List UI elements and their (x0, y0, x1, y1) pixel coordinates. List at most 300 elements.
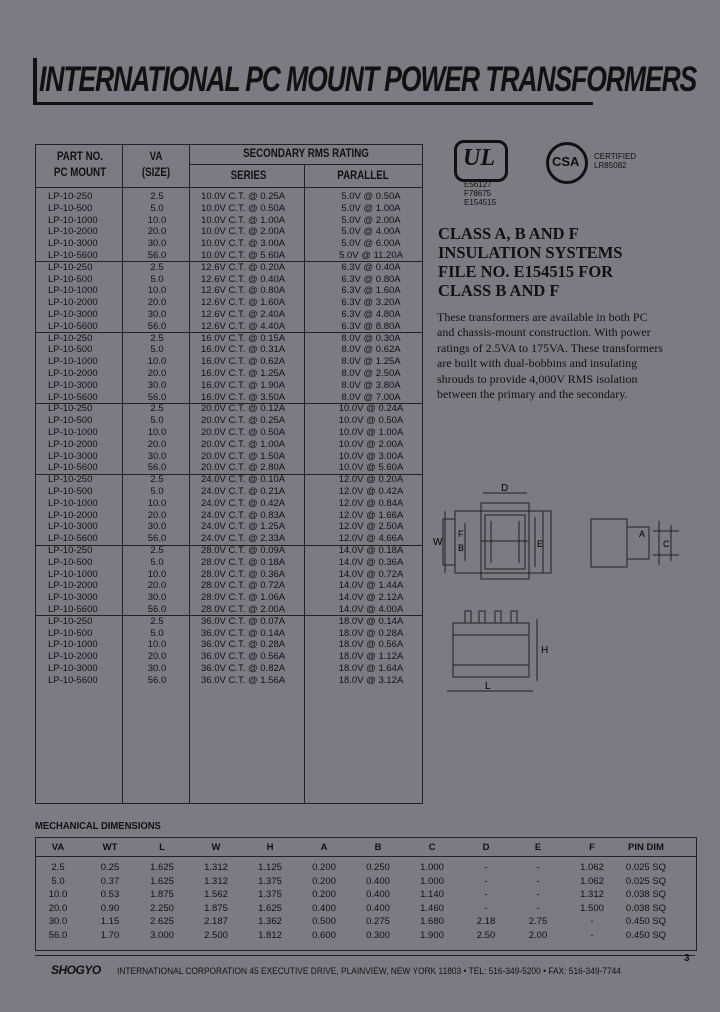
va-cell: 10.0 (147, 356, 167, 368)
dimensions-cell: 2.187 (204, 916, 228, 927)
part-number-cell: LP-10-250 (48, 191, 93, 202)
parallel-cell: 10.0V @ 0.24A (338, 403, 404, 415)
table-row (36, 545, 422, 557)
dimensions-cell: 2.625 (150, 916, 174, 927)
table-row (36, 344, 422, 356)
dimensions-cell: 1.312 (204, 862, 228, 873)
dimensions-cell: 2.50 (476, 929, 496, 941)
part-number-cell: LP-10-5600 (48, 533, 98, 545)
va-cell: 2.5 (150, 615, 164, 627)
parallel-cell: 18.0V @ 0.28A (338, 627, 404, 639)
table-row (36, 226, 422, 238)
dimensions-cell: 10.0 (48, 889, 68, 900)
dimensions-cell: 0.90 (100, 902, 120, 914)
dimensions-cell: - (536, 902, 540, 914)
part-number-cell: LP-10-250 (48, 332, 93, 344)
table-row (36, 427, 422, 439)
table-row (36, 285, 422, 297)
table-row (36, 474, 422, 486)
series-cell: 24.0V C.T. @ 2.33A (201, 533, 286, 545)
series-cell: 16.0V C.T. @ 1.25A (201, 368, 286, 379)
table-row (36, 262, 422, 274)
dimensions-cell: 1.875 (150, 889, 174, 900)
table-row (36, 439, 422, 451)
part-number-cell: LP-10-2000 (48, 226, 98, 238)
table-row (36, 215, 422, 227)
parallel-cell: 14.0V @ 0.72A (338, 568, 404, 580)
footer (35, 955, 695, 983)
part-number-cell: LP-10-500 (48, 627, 93, 639)
va-cell: 2.5 (150, 545, 164, 556)
dimensions-cell: 0.450 SQ (625, 916, 667, 927)
parallel-cell: 8.0V @ 0.30A (341, 332, 401, 344)
part-number-cell: LP-10-1000 (48, 639, 98, 651)
va-cell: 5.0 (150, 556, 164, 568)
part-number-cell: LP-10-1000 (48, 285, 98, 297)
dimensions-cell: 0.400 (366, 875, 390, 887)
mechanical-dimensions-title: MECHANICAL DIMENSIONS (35, 820, 161, 832)
parallel-cell: 14.0V @ 2.12A (338, 592, 404, 604)
va-cell: 5.0 (150, 344, 164, 356)
table-row (36, 639, 422, 651)
dimensions-cell: 30.0 (48, 916, 68, 927)
table-row (36, 297, 422, 309)
dimensions-cell: 0.400 (366, 889, 390, 900)
part-number-cell: LP-10-250 (48, 545, 93, 556)
part-number-cell: LP-10-1000 (48, 568, 98, 580)
series-cell: 36.0V C.T. @ 0.14A (201, 627, 286, 639)
part-number-cell: LP-10-250 (48, 261, 93, 273)
va-cell: 56.0 (147, 674, 167, 686)
table-row (36, 533, 422, 545)
series-cell: 16.0V C.T. @ 0.31A (201, 344, 286, 356)
dimensions-header-cell: D (482, 842, 490, 853)
dimensions-cell: 1.000 (420, 862, 444, 873)
va-cell: 2.5 (150, 474, 164, 486)
va-cell: 30.0 (147, 592, 167, 604)
part-number-cell: LP-10-5600 (48, 604, 98, 615)
va-cell: 10.0 (147, 497, 167, 509)
parallel-cell: 18.0V @ 3.12A (338, 674, 404, 686)
table-row (36, 592, 422, 604)
parallel-cell: 6.3V @ 3.20A (341, 297, 401, 309)
parallel-cell: 8.0V @ 0.62A (341, 344, 401, 356)
va-cell: 30.0 (147, 450, 167, 462)
part-number-cell: LP-10-500 (48, 273, 93, 285)
table-row (36, 462, 422, 474)
part-number-cell: LP-10-2000 (48, 509, 98, 521)
dimensions-header-cell: E (534, 842, 542, 853)
parallel-cell: 8.0V @ 1.25A (341, 356, 401, 368)
header-pc-mount: PC MOUNT (53, 167, 107, 179)
parallel-cell: 8.0V @ 3.80A (341, 379, 401, 391)
va-cell: 2.5 (150, 191, 164, 202)
parallel-cell: 12.0V @ 0.20A (338, 474, 404, 486)
series-cell: 16.0V C.T. @ 3.50A (201, 391, 286, 403)
va-cell: 20.0 (147, 580, 167, 592)
ratings-table (35, 144, 423, 804)
table-row (36, 651, 422, 663)
part-number-cell: LP-10-2000 (48, 438, 98, 450)
part-number-cell: LP-10-3000 (48, 379, 98, 391)
mechanical-drawing (425, 475, 695, 715)
va-cell: 30.0 (147, 379, 167, 391)
dimensions-cell: 0.025 SQ (625, 862, 667, 873)
series-cell: 16.0V C.T. @ 0.15A (201, 332, 286, 344)
dimensions-cell: 1.460 (420, 902, 444, 914)
dimensions-cell: 0.450 SQ (625, 929, 667, 941)
dimensions-header-cell: VA (51, 842, 65, 853)
parallel-cell: 10.0V @ 5.60A (338, 462, 404, 474)
dimensions-cell: 1.125 (258, 862, 282, 873)
dimensions-cell: 1.70 (100, 929, 120, 941)
series-cell: 24.0V C.T. @ 1.25A (201, 521, 286, 533)
dimensions-header-cell: WT (102, 842, 118, 853)
va-cell: 20.0 (147, 226, 167, 238)
dimensions-header-cell: A (320, 842, 328, 853)
dimensions-cell: 1.625 (150, 875, 174, 887)
table-row (36, 486, 422, 498)
series-cell: 24.0V C.T. @ 0.10A (201, 474, 286, 486)
parallel-cell: 14.0V @ 4.00A (338, 604, 404, 615)
table-row (36, 604, 422, 616)
dimensions-header-cell: B (374, 842, 382, 853)
series-cell: 16.0V C.T. @ 1.90A (201, 379, 286, 391)
series-cell: 20.0V C.T. @ 2.80A (201, 462, 286, 474)
header-series: SERIES (230, 170, 267, 182)
parallel-cell: 6.3V @ 1.60A (341, 285, 401, 297)
label-f: F (458, 529, 464, 539)
table-row (36, 380, 422, 392)
series-cell: 12.6V C.T. @ 4.40A (201, 320, 286, 332)
va-cell: 56.0 (147, 320, 167, 332)
dimensions-cell: 0.53 (100, 889, 120, 900)
va-cell: 20.0 (147, 651, 167, 663)
dimensions-cell: 1.812 (258, 929, 282, 941)
parallel-cell: 12.0V @ 4.66A (338, 533, 404, 545)
table-row (36, 238, 422, 250)
part-number-cell: LP-10-250 (48, 403, 93, 415)
part-number-cell: LP-10-500 (48, 415, 93, 427)
part-number-cell: LP-10-2000 (48, 651, 98, 663)
parallel-cell: 12.0V @ 2.50A (338, 521, 404, 533)
parallel-cell: 18.0V @ 1.12A (338, 651, 404, 663)
title-left-bar (33, 58, 37, 105)
table-row (36, 333, 422, 345)
series-cell: 10.0V C.T. @ 3.00A (201, 238, 286, 250)
part-number-cell: LP-10-2000 (48, 368, 98, 379)
va-cell: 10.0 (147, 568, 167, 580)
va-cell: 30.0 (147, 238, 167, 250)
dimensions-cell: 1.062 (580, 875, 604, 887)
dimensions-cell: 1.062 (580, 862, 604, 873)
dimensions-cell: 1.000 (420, 875, 444, 887)
va-cell: 5.0 (150, 273, 164, 285)
parallel-cell: 5.0V @ 2.00A (341, 214, 401, 226)
table-row (36, 309, 422, 321)
header-divider (189, 164, 422, 165)
footer-rule (35, 955, 695, 956)
parallel-cell: 5.0V @ 1.00A (341, 202, 401, 214)
table-row (36, 580, 422, 592)
va-cell: 20.0 (147, 509, 167, 521)
series-cell: 10.0V C.T. @ 5.60A (201, 250, 286, 261)
dimensions-cell: - (484, 902, 488, 914)
dimensions-cell: - (484, 862, 488, 873)
dimensions-cell: - (590, 929, 594, 941)
dimensions-header-cell: L (159, 842, 165, 853)
parallel-cell: 5.0V @ 0.50A (341, 191, 401, 202)
table-row (36, 451, 422, 463)
dimensions-cell: 2.5 (51, 862, 65, 873)
part-number-cell: LP-10-1000 (48, 356, 98, 368)
label-e: E (537, 539, 544, 549)
dimensions-cell: - (484, 889, 488, 900)
series-cell: 10.0V C.T. @ 0.25A (201, 191, 286, 202)
dimensions-cell: 1.500 (580, 902, 604, 914)
va-cell: 2.5 (150, 403, 164, 415)
table-row (36, 250, 422, 262)
va-cell: 10.0 (147, 427, 167, 438)
series-cell: 20.0V C.T. @ 1.50A (201, 450, 286, 462)
label-l: L (485, 681, 491, 692)
table-row (36, 356, 422, 368)
dimensions-cell: 0.300 (366, 929, 390, 941)
parallel-cell: 6.3V @ 0.80A (341, 273, 401, 285)
parallel-cell: 10.0V @ 3.00A (338, 450, 404, 462)
table-row (36, 498, 422, 510)
series-cell: 20.0V C.T. @ 1.00A (201, 438, 286, 450)
series-cell: 28.0V C.T. @ 0.36A (201, 568, 286, 580)
series-cell: 10.0V C.T. @ 1.00A (201, 214, 286, 226)
va-cell: 2.5 (150, 332, 164, 344)
series-cell: 10.0V C.T. @ 2.00A (201, 226, 286, 238)
table-row (36, 557, 422, 569)
series-cell: 28.0V C.T. @ 0.18A (201, 556, 286, 568)
part-number-cell: LP-10-2000 (48, 580, 98, 592)
dimensions-cell: - (536, 875, 540, 887)
parallel-cell: 18.0V @ 0.56A (338, 639, 404, 651)
part-number-cell: LP-10-3000 (48, 592, 98, 604)
dimensions-cell: 3.000 (150, 929, 174, 941)
company-address: INTERNATIONAL CORPORATION 45 EXECUTIVE DRIVE, PLAINVIEW, NEW YORK 11803 • TEL: 516-349-5200 • FAX: 516-349-7744 (117, 966, 621, 976)
dimensions-cell: 1.625 (150, 862, 174, 873)
series-cell: 20.0V C.T. @ 0.25A (201, 415, 286, 427)
parallel-cell: 14.0V @ 0.36A (338, 556, 404, 568)
part-number-cell: LP-10-3000 (48, 521, 98, 533)
parallel-cell: 14.0V @ 0.18A (338, 545, 404, 556)
va-cell: 10.0 (147, 285, 167, 297)
series-cell: 36.0V C.T. @ 0.56A (201, 651, 286, 663)
dimensions-cell: 1.312 (580, 889, 604, 900)
series-cell: 24.0V C.T. @ 0.83A (201, 509, 286, 521)
series-cell: 12.6V C.T. @ 2.40A (201, 309, 286, 320)
va-cell: 5.0 (150, 627, 164, 639)
va-cell: 5.0 (150, 202, 164, 214)
series-cell: 12.6V C.T. @ 1.60A (201, 297, 286, 309)
table-row (36, 403, 422, 415)
table-row (36, 675, 422, 687)
dimensions-cell: 0.25 (100, 862, 120, 873)
parallel-cell: 6.3V @ 8.80A (341, 320, 401, 332)
csa-mark: CSA (552, 154, 580, 169)
heading-line: CLASS A, B AND F (438, 224, 579, 243)
series-cell: 20.0V C.T. @ 0.12A (201, 403, 286, 415)
dimensions-cell: 2.75 (528, 916, 548, 927)
parallel-cell: 18.0V @ 1.64A (338, 663, 404, 674)
header-part-no: PART NO. (57, 151, 103, 163)
part-number-cell: LP-10-3000 (48, 663, 98, 674)
series-cell: 36.0V C.T. @ 1.56A (201, 674, 286, 686)
table-row (36, 663, 422, 675)
label-a: A (639, 529, 646, 539)
part-number-cell: LP-10-5600 (48, 462, 98, 474)
header-parallel: PARALLEL (337, 170, 389, 182)
part-number-cell: LP-10-5600 (48, 674, 98, 686)
part-number-cell: LP-10-5600 (48, 320, 98, 332)
series-cell: 20.0V C.T. @ 0.50A (201, 427, 286, 438)
dimensions-header-cell: W (211, 842, 221, 853)
dimensions-cell: - (536, 889, 540, 900)
va-cell: 5.0 (150, 415, 164, 427)
label-d: D (501, 483, 509, 494)
label-b: B (458, 543, 465, 553)
part-number-cell: LP-10-1000 (48, 427, 98, 438)
va-cell: 20.0 (147, 368, 167, 379)
dimensions-cell: 1.562 (204, 889, 228, 900)
series-cell: 28.0V C.T. @ 0.72A (201, 580, 286, 592)
va-cell: 5.0 (150, 486, 164, 497)
dimensions-cell: 0.200 (312, 862, 336, 873)
dimensions-cell: 0.275 (366, 916, 390, 927)
ul-file-numbers: E56127 F78675 E154515 (464, 180, 497, 207)
dimensions-cell: 1.15 (100, 916, 120, 927)
dimensions-cell: 20.0 (48, 902, 68, 914)
parallel-cell: 5.0V @ 4.00A (341, 226, 401, 238)
part-number-cell: LP-10-2000 (48, 297, 98, 309)
dimensions-cell: 2.00 (528, 929, 548, 941)
header-va: VA (149, 151, 163, 163)
parallel-cell: 18.0V @ 0.14A (338, 615, 404, 627)
part-number-cell: LP-10-5600 (48, 391, 98, 403)
series-cell: 24.0V C.T. @ 0.42A (201, 497, 286, 509)
part-number-cell: LP-10-250 (48, 474, 93, 486)
dimensions-cell: 0.025 SQ (625, 875, 667, 887)
parallel-cell: 10.0V @ 2.00A (338, 438, 404, 450)
va-cell: 10.0 (147, 639, 167, 651)
table-row (36, 510, 422, 522)
dimensions-cell: 0.200 (312, 875, 336, 887)
parallel-cell: 8.0V @ 7.00A (341, 391, 401, 403)
va-cell: 56.0 (147, 462, 167, 474)
dimensions-cell: 1.362 (258, 916, 282, 927)
ul-logo (454, 140, 508, 182)
mechanical-dimensions-table (35, 837, 697, 951)
va-cell: 56.0 (147, 533, 167, 545)
parallel-cell: 12.0V @ 1.66A (338, 509, 404, 521)
parallel-cell: 10.0V @ 0.50A (338, 415, 404, 427)
va-cell: 20.0 (147, 297, 167, 309)
dimensions-cell: 0.038 SQ (625, 902, 667, 914)
va-cell: 30.0 (147, 663, 167, 674)
part-number-cell: LP-10-5600 (48, 250, 98, 261)
dimensions-cell: 2.500 (204, 929, 228, 941)
front-view-drawing (447, 611, 537, 691)
parallel-cell: 8.0V @ 2.50A (341, 368, 401, 379)
dimensions-cell: 1.375 (258, 889, 282, 900)
dimensions-cell: 0.200 (312, 889, 336, 900)
dimensions-cell: 1.900 (420, 929, 444, 941)
table-row (36, 415, 422, 427)
part-number-cell: LP-10-500 (48, 486, 93, 497)
parallel-cell: 12.0V @ 0.84A (338, 497, 404, 509)
va-cell: 30.0 (147, 309, 167, 320)
part-number-cell: LP-10-500 (48, 202, 93, 214)
page-title: INTERNATIONAL PC MOUNT POWER TRANSFORMERS (39, 60, 697, 99)
company-logo: SHOGYO (51, 963, 101, 977)
part-number-cell: LP-10-3000 (48, 309, 98, 320)
header-secondary: SECONDARY RMS RATING (243, 148, 369, 160)
series-cell: 36.0V C.T. @ 0.82A (201, 663, 286, 674)
parallel-cell: 6.3V @ 4.80A (341, 309, 401, 320)
dimensions-cell: 1.875 (204, 902, 228, 914)
va-cell: 56.0 (147, 250, 167, 261)
page-title-block (33, 58, 697, 108)
series-cell: 16.0V C.T. @ 0.62A (201, 356, 286, 368)
dimensions-cell: 1.140 (420, 889, 444, 900)
label-w: W (433, 537, 443, 548)
csa-logo (546, 142, 588, 184)
dimensions-cell: 1.312 (204, 875, 228, 887)
insulation-heading (438, 224, 698, 300)
dimensions-cell: - (590, 916, 594, 927)
certification-logos (440, 130, 680, 220)
dimensions-cell: 1.375 (258, 875, 282, 887)
va-cell: 10.0 (147, 214, 167, 226)
parallel-cell: 10.0V @ 1.00A (338, 427, 404, 438)
series-cell: 36.0V C.T. @ 0.07A (201, 615, 286, 627)
series-cell: 28.0V C.T. @ 1.06A (201, 592, 286, 604)
dimensions-header-cell: C (428, 842, 436, 853)
part-number-cell: LP-10-1000 (48, 497, 98, 509)
header-size: (SIZE) (141, 167, 171, 179)
dimensions-cell: 0.038 SQ (625, 889, 667, 900)
heading-line: INSULATION SYSTEMS (438, 243, 623, 262)
series-cell: 12.6V C.T. @ 0.80A (201, 285, 286, 297)
part-number-cell: LP-10-3000 (48, 450, 98, 462)
series-cell: 28.0V C.T. @ 0.09A (201, 545, 286, 556)
page-number: 3 (684, 953, 690, 964)
heading-line: FILE NO. E154515 FOR (438, 262, 614, 281)
parallel-cell: 5.0V @ 11.20A (339, 250, 403, 261)
label-h: H (541, 645, 549, 656)
dimensions-cell: 0.400 (366, 902, 390, 914)
header-bottom-line (36, 187, 422, 188)
dimensions-cell: 0.400 (312, 902, 336, 914)
va-cell: 20.0 (147, 438, 167, 450)
ul-mark: UL (463, 145, 495, 171)
parallel-cell: 5.0V @ 6.00A (341, 238, 401, 250)
dimensions-cell: 2.18 (476, 916, 496, 927)
dimensions-cell: 5.0 (51, 875, 65, 887)
dimensions-header-cell: H (266, 842, 274, 853)
dimensions-cell: - (536, 862, 540, 873)
table-row (36, 521, 422, 533)
label-c: C (663, 539, 670, 549)
part-number-cell: LP-10-250 (48, 615, 93, 627)
parallel-cell: 12.0V @ 0.42A (338, 486, 404, 497)
dimensions-cell: 1.680 (420, 916, 444, 927)
